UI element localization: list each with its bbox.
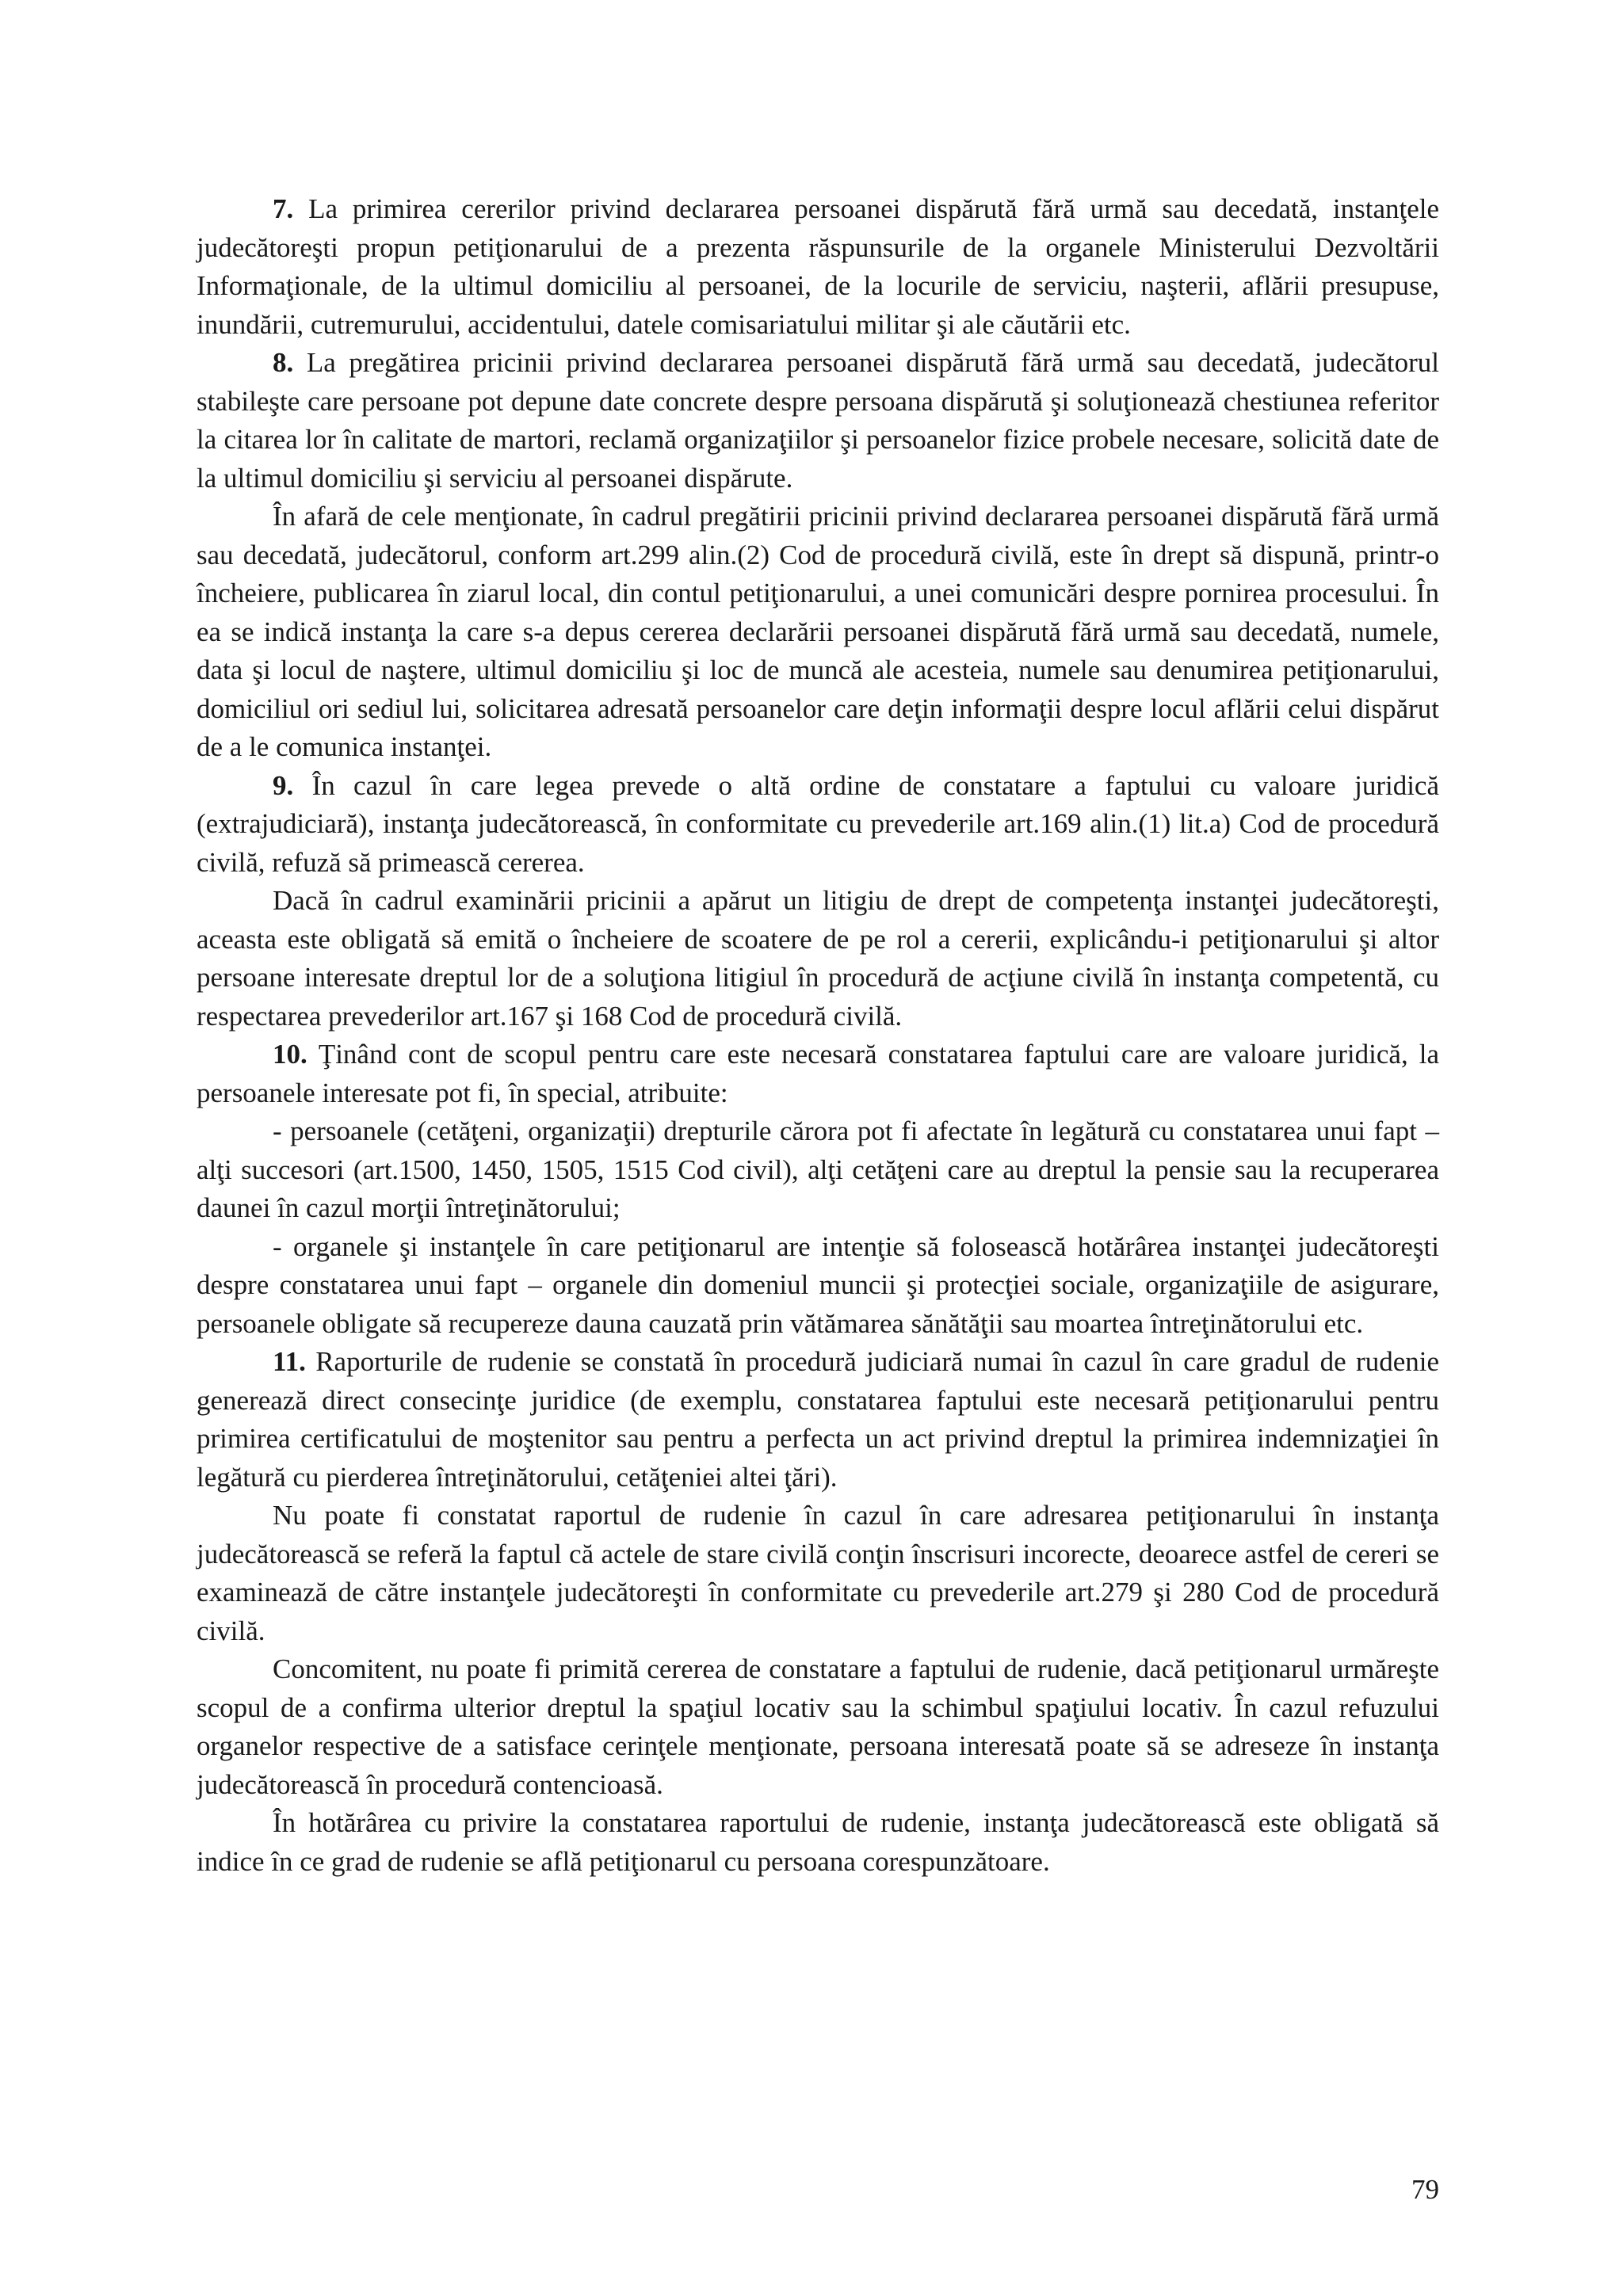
paragraph-text: La primirea cererilor privind declararea persoanei dispărută fără urmă sau decedată, instanţele judecătoreşti propun petiţionarului de a prezenta răspunsurile de la organele Ministerului Dezvoltării Informaţionale, de la ultimul domiciliu al persoanei, de la locurile de serviciu, naşterii, aflării presupuse, inundării, cutremurului, accidentului, datele comisariatului militar şi ale căutării etc. — [197, 193, 1439, 340]
paragraph-text: Raporturile de rudenie se constată în procedură judiciară numai în cazul în care gradul de rudenie generează direct consecinţe juridice (de exemplu, constatarea faptului este necesară petiţionarului pentru primirea certificatului de moştenitor sau pentru a perfecta un act privind dreptul la primirea indemnizaţiei în legătură cu pierderea întreţinătorului, cetăţeniei altei ţări). — [197, 1346, 1439, 1493]
paragraph-10 — [197, 1035, 1439, 1112]
paragraph-number: 10. — [273, 1039, 307, 1070]
page-number: 79 — [1411, 2174, 1439, 2205]
paragraph-10-item-2 — [197, 1228, 1439, 1344]
paragraph-text: În afară de cele menţionate, în cadrul pregătirii pricinii privind declararea persoanei dispărută fără urmă sau decedată, judecătorul, conform art.299 alin.(2) Cod de procedură civilă, este în drept să dispună, printr-o încheiere, publicarea în ziarul local, din contul petiţionarului, a unei comunicări despre pornirea procesului. În ea se indică instanţa la care s-a depus cererea declarării persoanei dispărută fără urmă sau decedată, numele, data şi locul de naştere, ultimul domiciliu şi loc de muncă ale acesteia, numele sau denumirea petiţionarului, domiciliul ori sediul lui, solicitarea adresată persoanelor care deţin informaţii despre locul aflării celui dispărut de a le comunica instanţei. — [197, 501, 1439, 762]
paragraph-text: La pregătirea pricinii privind declararea persoanei dispărută fără urmă sau decedată, judecătorul stabileşte care persoane pot depune date concrete despre persoana dispărută şi soluţionează chestiunea referitor la citarea lor în calitate de martori, reclamă organizaţiilor şi persoanelor fizice probele necesare, solicită date de la ultimul domiciliu şi serviciu al persoanei dispărute. — [197, 347, 1440, 494]
document-body — [197, 190, 1439, 1881]
paragraph-number: 11. — [273, 1346, 306, 1377]
paragraph-11 — [197, 1343, 1439, 1497]
paragraph-number: 8. — [273, 347, 294, 378]
paragraph-text: Nu poate fi constatat raportul de rudenie în cazul în care adresarea petiţionarului în instanţa judecătorească se referă la faptul că actele de stare civilă conţin înscrisuri incorecte, deoarece astfel de cereri se examinează de către instanţele judecătoreşti în conformitate cu prevederile art.279 şi 280 Cod de procedură civilă. — [197, 1500, 1439, 1646]
paragraph-text: În cazul în care legea prevede o altă ordine de constatare a faptului cu valoare juridică (extrajudiciară), instanţa judecătorească, în conformitate cu prevederile art.169 alin.(1) lit.a) Cod de procedură civilă, refuză să primească cererea. — [197, 769, 1440, 878]
paragraph-text: Dacă în cadrul examinării pricinii a apărut un litigiu de drept de competenţa instanţei judecătoreşti, aceasta este obligată să emită o încheiere de scoatere de pe rol a cererii, explicându-i petiţionarului şi altor persoane interesate dreptul lor de a soluţiona litigiul în procedură de acţiune civilă în instanţa competentă, cu respectarea prevederilor art.167 şi 168 Cod de procedură civilă. — [197, 885, 1439, 1032]
paragraph-text: Concomitent, nu poate fi primită cererea de constatare a faptului de rudenie, dacă petiţionarul urmăreşte scopul de a confirma ulterior dreptul la spaţiul locativ sau la schimbul spaţiului locativ. În cazul refuzului organelor respective de a satisface cerinţele menţionate, persoana interesată poate să se adreseze în instanţa judecătorească în procedură contencioasă. — [197, 1653, 1439, 1800]
paragraph-text: - persoanele (cetăţeni, organizaţii) drepturile cărora pot fi afectate în legătură cu constatarea unui fapt – alţi succesori (art.1500, 1450, 1505, 1515 Cod civil), alţi cetăţeni care au dreptul la pensie sau la recuperarea daunei în cazul morţii întreţinătorului; — [197, 1116, 1439, 1223]
paragraph-text: Ţinând cont de scopul pentru care este necesară constatarea faptului care are valoare juridică, la persoanele interesate pot fi, în special, atribuite: — [197, 1039, 1440, 1108]
paragraph-7 — [197, 190, 1439, 344]
paragraph-11-continued-1 — [197, 1497, 1439, 1650]
paragraph-9-continued — [197, 882, 1439, 1035]
paragraph-11-continued-3 — [197, 1804, 1439, 1881]
paragraph-number: 7. — [273, 193, 294, 224]
paragraph-8 — [197, 344, 1439, 498]
paragraph-text: - organele şi instanţele în care petiţionarul are intenţie să folosească hotărârea instanţei judecătoreşti despre constatarea unui fapt – organele din domeniul muncii şi protecţiei sociale, organizaţiile de asigurare, persoanele obligate să recupereze dauna cauzată prin vătămarea sănătăţii sau moartea întreţinătorului etc. — [197, 1230, 1439, 1339]
paragraph-10-item-1 — [197, 1112, 1439, 1228]
paragraph-number: 9. — [273, 769, 294, 801]
paragraph-8-continued — [197, 498, 1439, 767]
paragraph-11-continued-2 — [197, 1650, 1439, 1804]
paragraph-9 — [197, 767, 1439, 883]
paragraph-text: În hotărârea cu privire la constatarea raportului de rudenie, instanţa judecătorească este obligată să indice în ce grad de rudenie se află petiţionarul cu persoana corespunzătoare. — [197, 1807, 1439, 1877]
